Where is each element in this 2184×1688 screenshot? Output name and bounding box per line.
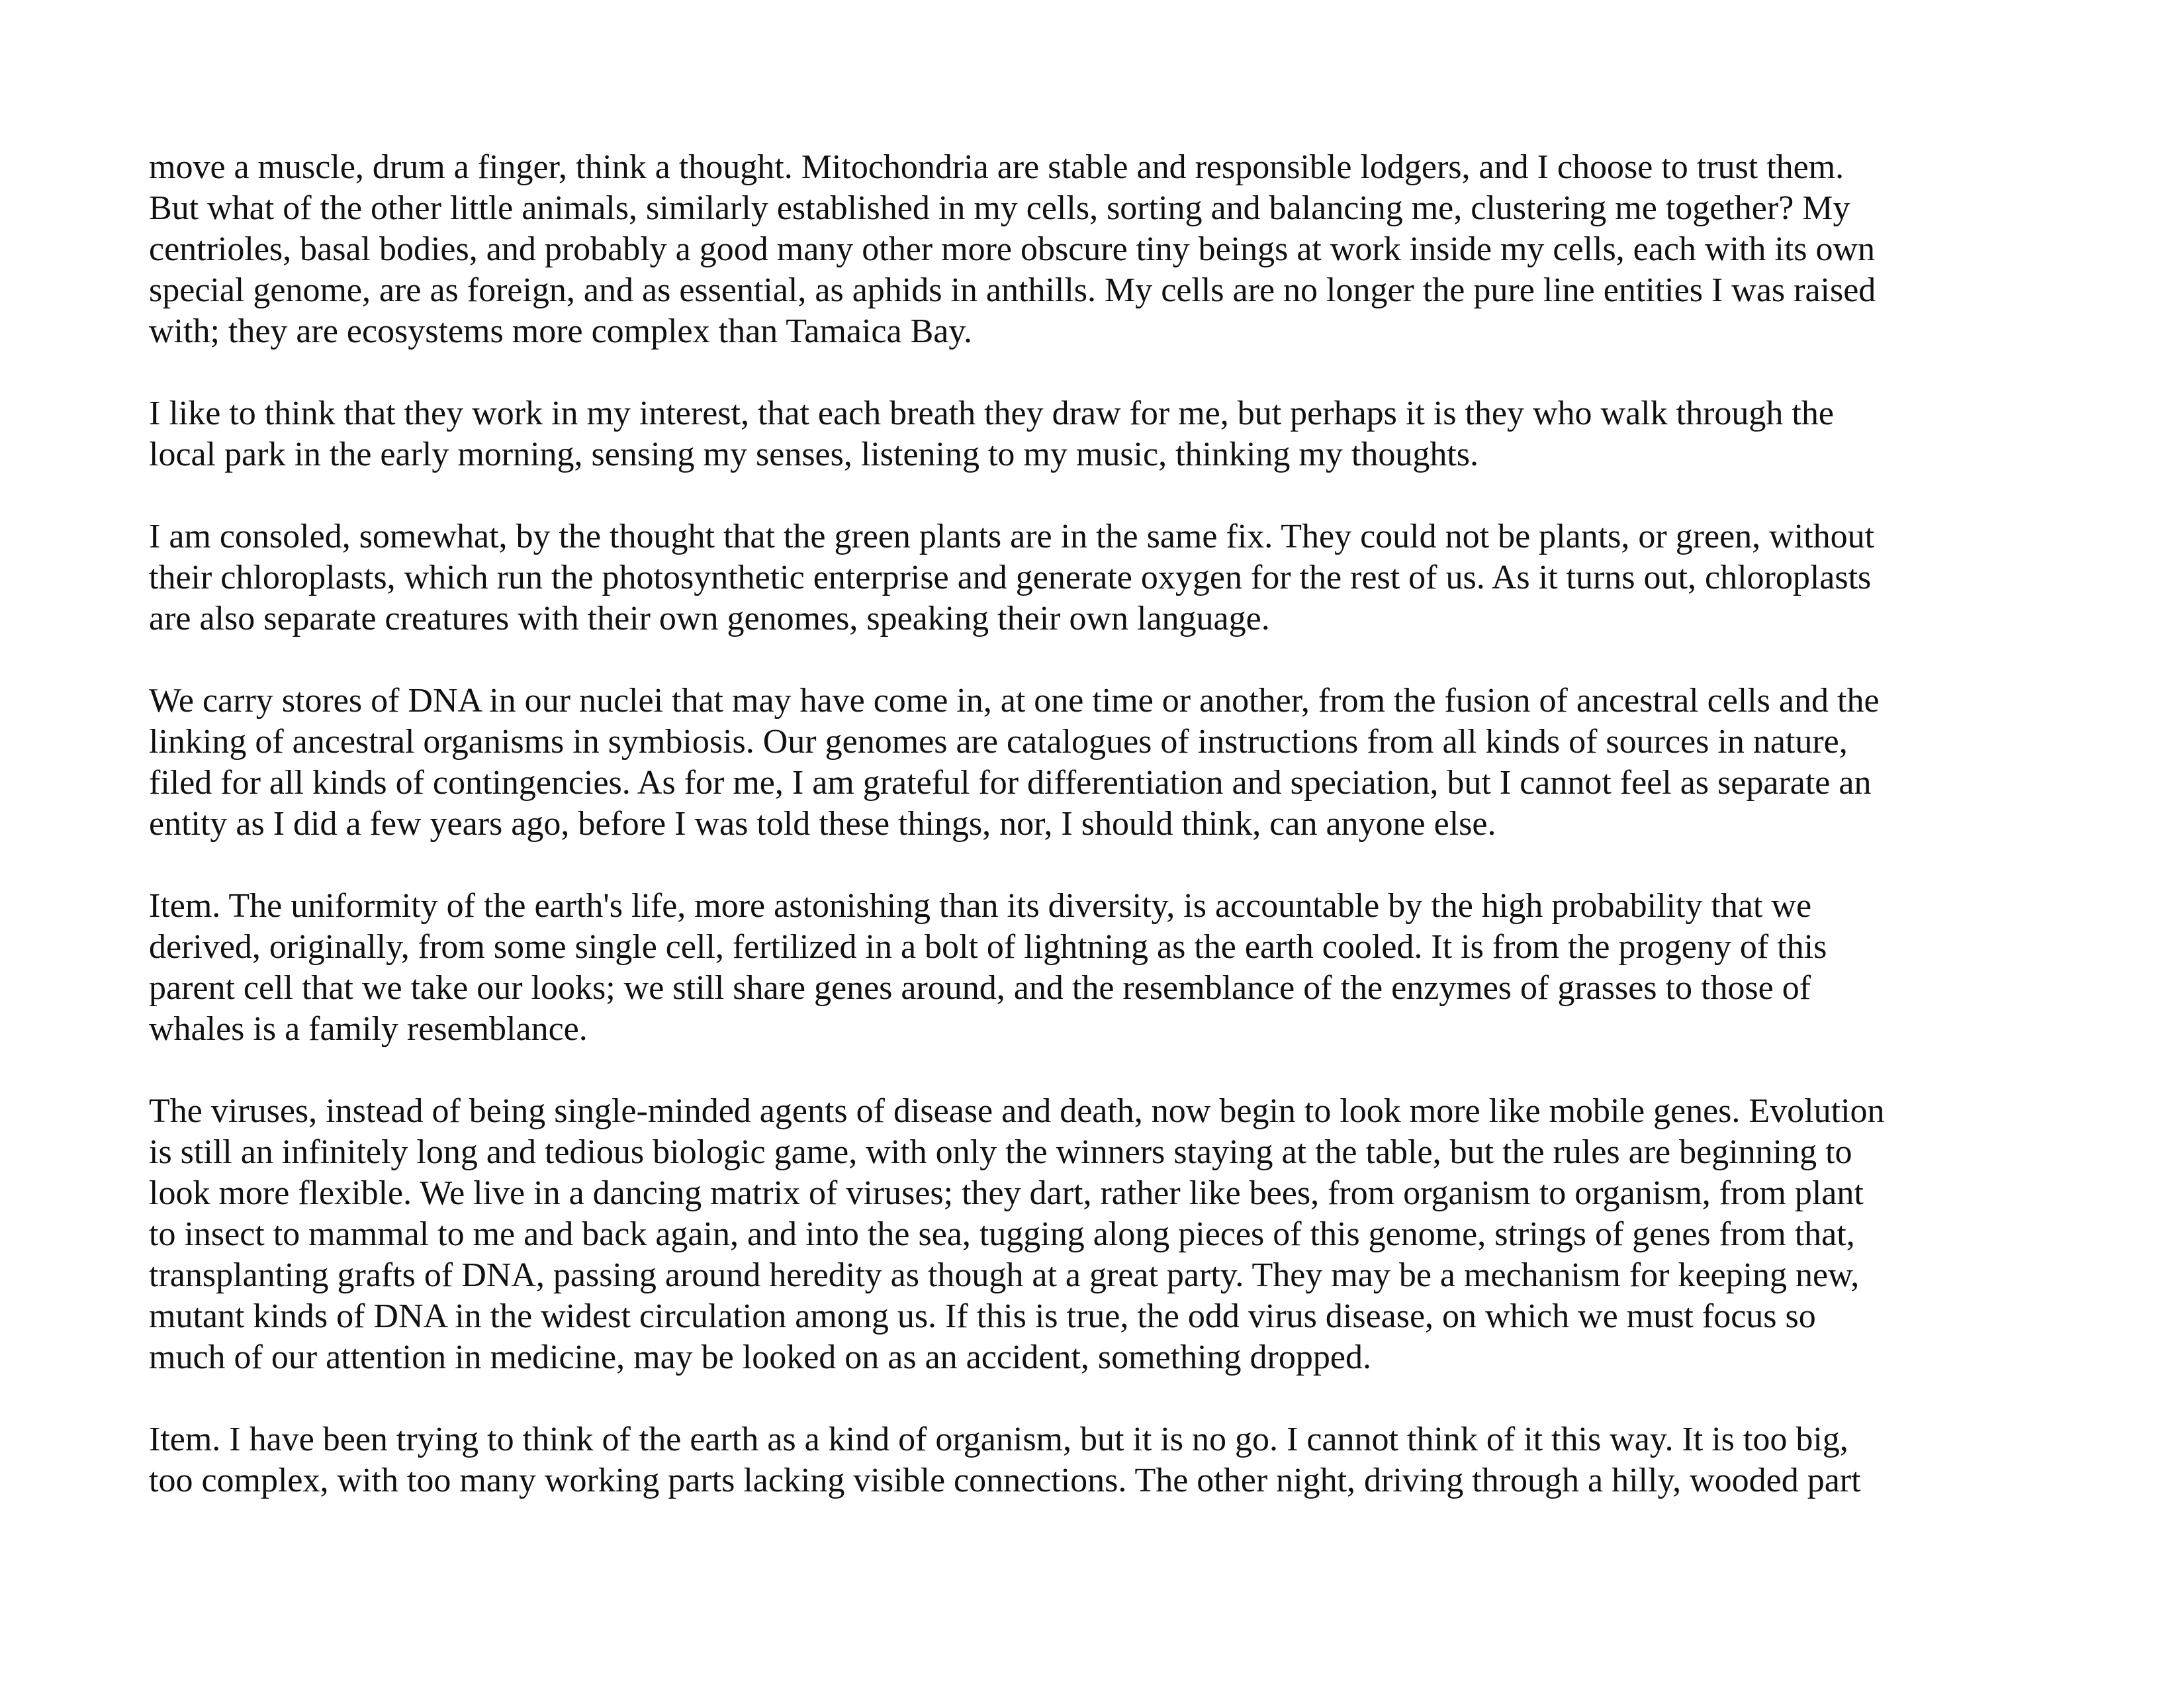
text-line: too complex, with too many working parts lacking visible connections. The other night, driving through a hilly, wooded part <box>149 1462 1861 1499</box>
text-line: filed for all kinds of contingencies. As for me, I am grateful for differentiation and speciation, but I cannot feel as separate an <box>149 764 1872 802</box>
text-line: with; they are ecosystems more complex than Tamaica Bay. <box>149 312 972 350</box>
text-line: I like to think that they work in my interest, that each breath they draw for me, but perhaps it is they who walk through the <box>149 395 1834 432</box>
text-line: is still an infinitely long and tedious biologic game, with only the winners staying at the table, but the rules are beginning to <box>149 1133 1852 1171</box>
text-line: entity as I did a few years ago, before I was told these things, nor, I should think, can anyone else. <box>149 805 1496 843</box>
paragraph-1 <box>149 147 2068 352</box>
text-line: We carry stores of DNA in our nuclei that may have come in, at one time or another, from the fusion of ancestral cells and the <box>149 682 1880 720</box>
text-line: Item. The uniformity of the earth's life, more astonishing than its diversity, is accountable by the high probability that we <box>149 887 1812 925</box>
paragraph-4 <box>149 680 2068 845</box>
text-line: derived, originally, from some single cell, fertilized in a bolt of lightning as the earth cooled. It is from the progeny of this <box>149 928 1827 966</box>
text-line: look more flexible. We live in a dancing matrix of viruses; they dart, rather like bees, from organism to organism, from plant <box>149 1174 1864 1212</box>
body-text <box>149 147 2068 1542</box>
text-line: But what of the other little animals, similarly established in my cells, sorting and balancing me, clustering me together? My <box>149 189 1850 227</box>
text-line: their chloroplasts, which run the photosynthetic enterprise and generate oxygen for the rest of us. As it turns out, chloroplasts <box>149 559 1872 596</box>
text-line: I am consoled, somewhat, by the thought that the green plants are in the same fix. They could not be plants, or green, without <box>149 518 1875 555</box>
paragraph-3 <box>149 516 2068 639</box>
text-line: mutant kinds of DNA in the widest circulation among us. If this is true, the odd virus disease, on which we must focus so <box>149 1297 1816 1335</box>
text-line: local park in the early morning, sensing my senses, listening to my music, thinking my thoughts. <box>149 436 1479 473</box>
text-line: move a muscle, drum a finger, think a thought. Mitochondria are stable and responsible lodgers, and I choose to trust them. <box>149 148 1844 186</box>
text-line: The viruses, instead of being single-minded agents of disease and death, now begin to look more like mobile genes. Evolution <box>149 1092 1885 1130</box>
text-line: are also separate creatures with their own genomes, speaking their own language. <box>149 600 1270 637</box>
text-line: special genome, are as foreign, and as essential, as aphids in anthills. My cells are no longer the pure line entities I was raised <box>149 271 1876 309</box>
text-line: much of our attention in medicine, may be looked on as an accident, something dropped. <box>149 1338 1371 1376</box>
paragraph-7 <box>149 1419 2068 1501</box>
text-line: to insect to mammal to me and back again, and into the sea, tugging along pieces of this genome, strings of genes from that, <box>149 1215 1855 1253</box>
text-line: transplanting grafts of DNA, passing around heredity as though at a great party. They may be a mechanism for keeping new, <box>149 1256 1860 1294</box>
paragraph-2 <box>149 393 2068 475</box>
text-line: centrioles, basal bodies, and probably a good many other more obscure tiny beings at work inside my cells, each with its own <box>149 230 1876 268</box>
text-line: linking of ancestral organisms in symbiosis. Our genomes are catalogues of instructions from all kinds of sources in nature, <box>149 723 1848 761</box>
paragraph-6 <box>149 1091 2068 1378</box>
text-line: parent cell that we take our looks; we still share genes around, and the resemblance of the enzymes of grasses to those of <box>149 969 1811 1007</box>
text-line: whales is a family resemblance. <box>149 1010 588 1048</box>
paragraph-5 <box>149 886 2068 1050</box>
text-line: Item. I have been trying to think of the earth as a kind of organism, but it is no go. I cannot think of it this way. It is too big, <box>149 1421 1848 1458</box>
